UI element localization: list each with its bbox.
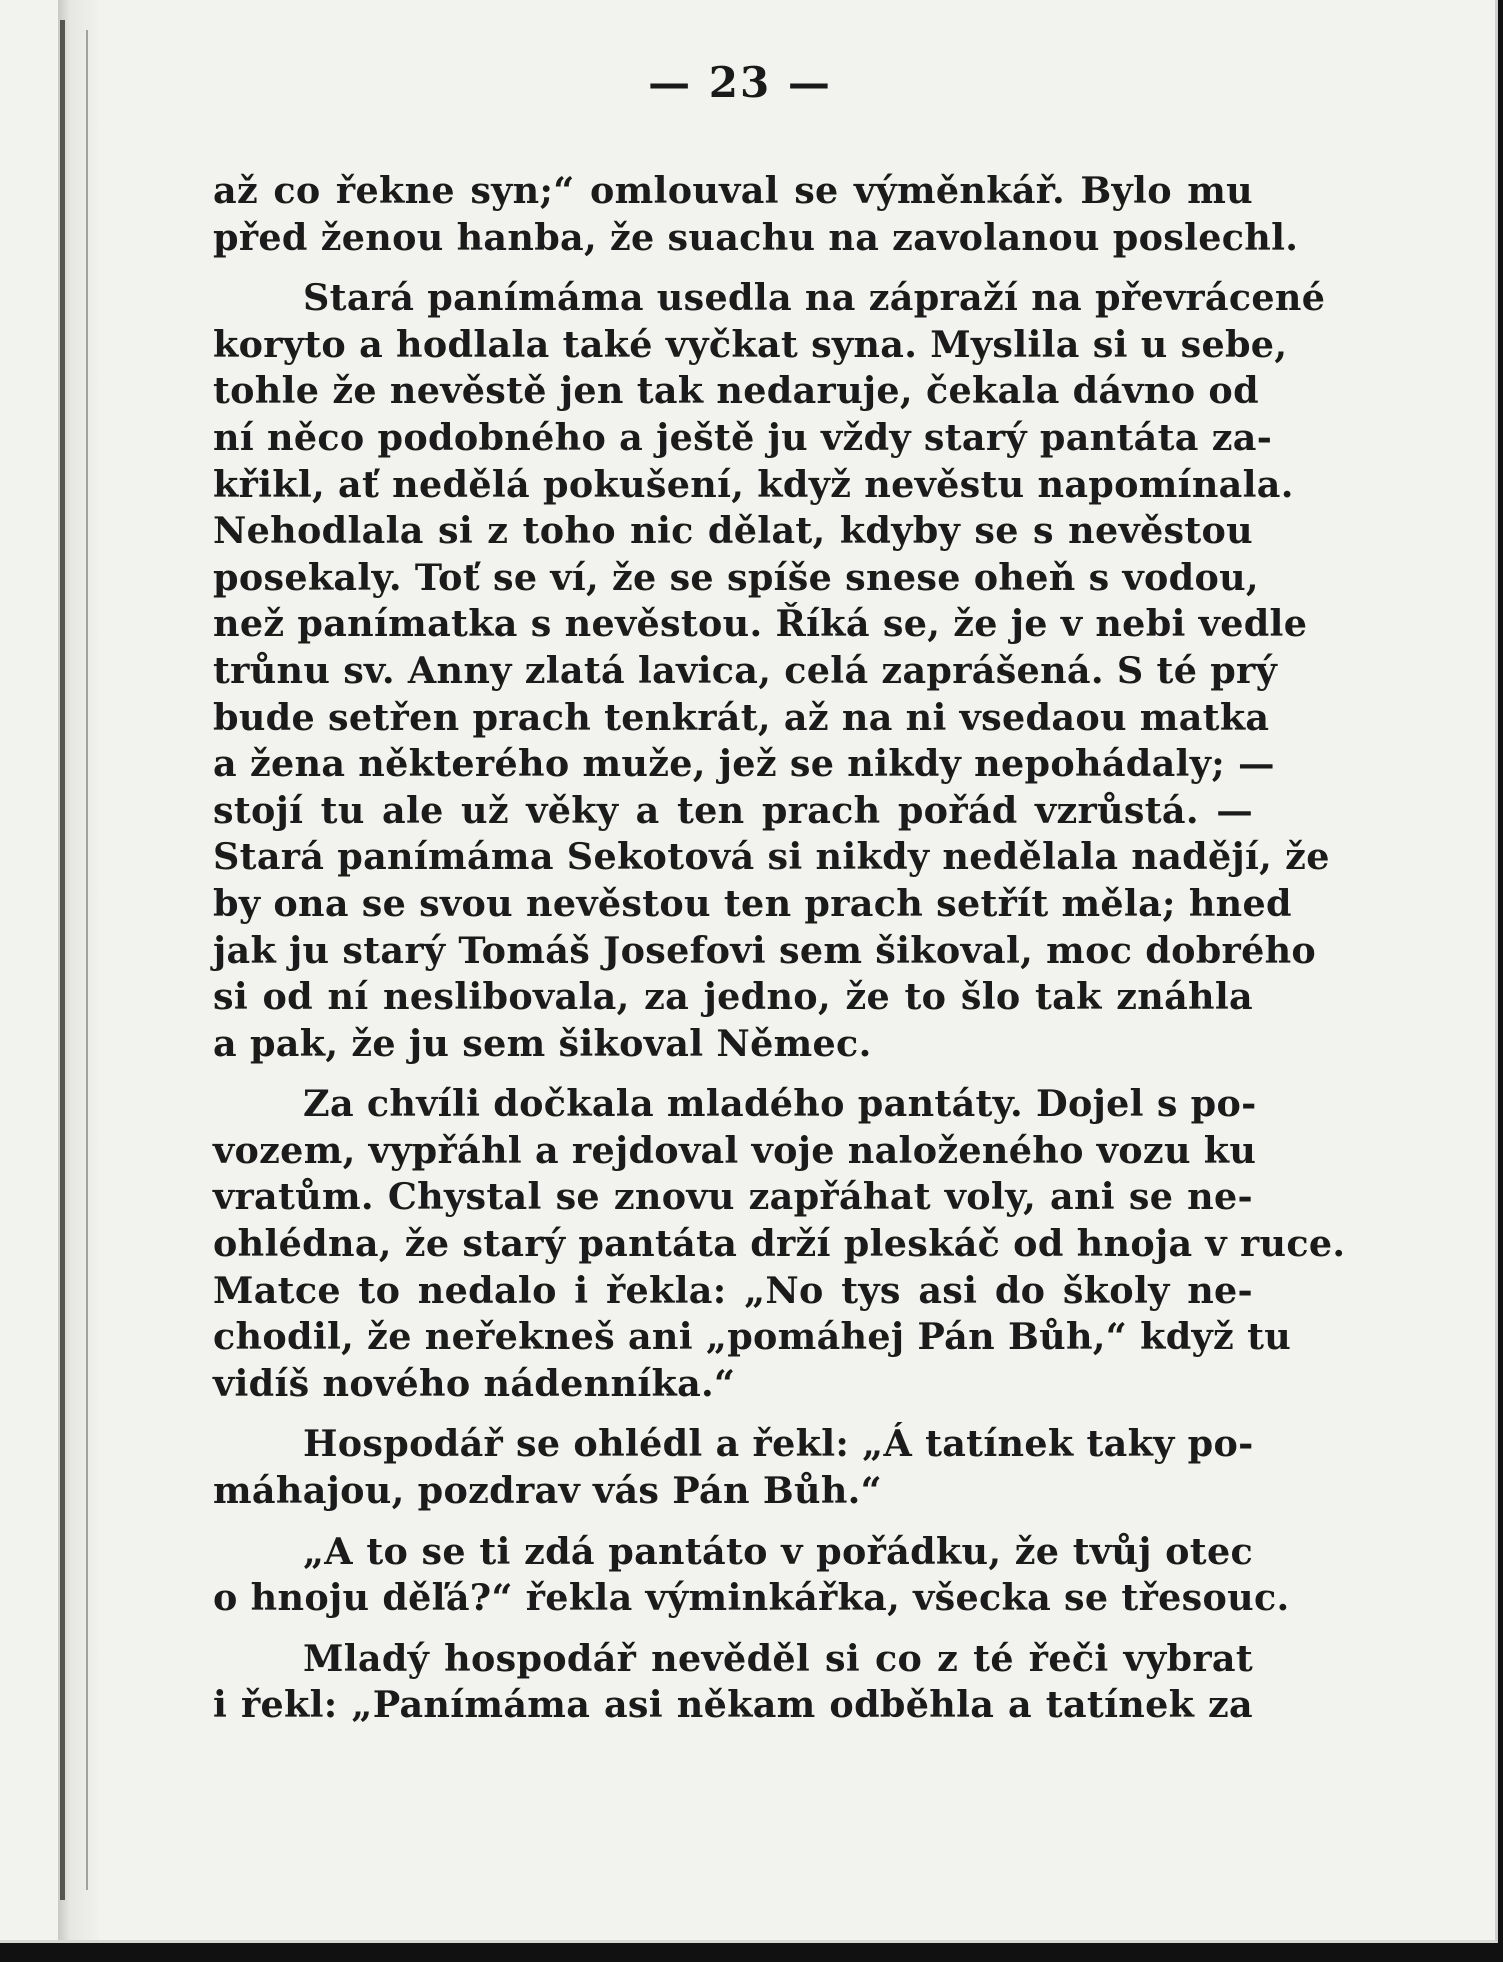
paragraph-gap — [213, 1407, 1253, 1421]
text-line: a žena některého muže, jež se nikdy nepohádaly; — — [213, 742, 1275, 786]
text-line: „A to se ti zdá pantáto v pořádku, že tvůj otec — [303, 1529, 1253, 1573]
text-line: až co řekne syn;“ omlouval se výměnkář. Bylo mu — [213, 169, 1253, 212]
text-line: chodil, že neřekneš ani „pomáhej Pán Bůh,“ když tu — [213, 1315, 1292, 1359]
text-line: bude setřen prach tenkrát, až na ni vsedaou matka — [213, 695, 1270, 739]
text-line: si od ní neslibovala, za jedno, že to šlo tak znáhla — [213, 975, 1253, 1019]
text-line: Stará panímáma usedla na zápraží na převrácené — [303, 276, 1326, 320]
page-body-text — [213, 168, 1346, 1729]
text-line: křikl, ať nedělá pokušení, když nevěstu napomínala. — [213, 462, 1294, 506]
text-line: o hnoju děľá?“ řekla výminkářka, všecka se třesouc. — [213, 1576, 1290, 1620]
text-line: Hospodář se ohlédl a řekl: „Á tatínek taky po- — [303, 1422, 1254, 1466]
text-line: vozem, vypřáhl a rejdoval voje naloženého vozu ku — [213, 1128, 1257, 1172]
text-line: by ona se svou nevěstou ten prach setřít měla; hned — [213, 881, 1292, 925]
text-line: Za chvíli dočkala mladého pantáty. Dojel s po- — [303, 1082, 1257, 1126]
text-line: jak ju starý Tomáš Josefovi sem šikoval, moc dobrého — [213, 928, 1317, 972]
page-number: — 23 — — [648, 58, 832, 107]
text-line: Stará panímáma Sekotová si nikdy nedělala nadějí, že — [213, 835, 1330, 879]
text-line: i řekl: „Panímáma asi někam odběhla a tatínek za — [213, 1683, 1253, 1727]
text-line: trůnu sv. Anny zlatá lavica, celá zaprášená. S té prý — [213, 648, 1278, 692]
text-line: máhajou, pozdrav vás Pán Bůh.“ — [213, 1469, 882, 1513]
text-line: Matce to nedalo i řekla: „No tys asi do školy ne- — [213, 1268, 1253, 1312]
paragraph-gap — [213, 1067, 1253, 1081]
text-line: vratům. Chystal se znovu zapřáhat voly, ani se ne- — [213, 1175, 1253, 1219]
text-line: než panímatka s nevěstou. Říká se, že je v nebi vedle — [213, 602, 1308, 646]
text-line: před ženou hanba, že suachu na zavolanou poslechl. — [213, 215, 1299, 259]
binding-edge — [60, 20, 65, 1900]
text-line: ní něco podobného a ještě ju vždy starý pantáta za- — [213, 415, 1273, 459]
text-line: stojí tu ale už věky a ten prach pořád vzrůstá. — — [213, 788, 1253, 832]
text-line: posekaly. Toť se ví, že se spíše snese oheň s vodou, — [213, 555, 1259, 599]
text-line: koryto a hodlala také vyčkat syna. Myslila si u sebe, — [213, 322, 1288, 366]
text-line: ohlédna, že starý pantáta drží pleskáč od hnoja v ruce. — [213, 1222, 1346, 1266]
text-line: tohle že nevěstě jen tak nedaruje, čekala dávno od — [213, 369, 1259, 413]
text-line: vidíš nového nádenníka.“ — [213, 1361, 736, 1405]
binding-fold — [86, 30, 88, 1890]
text-line: Nehodlala si z toho nic dělat, kdyby se s nevěstou — [213, 509, 1253, 553]
text-line: a pak, že ju sem šikoval Němec. — [213, 1021, 872, 1065]
paragraph-gap — [213, 1622, 1253, 1636]
paragraph-gap — [213, 261, 1253, 275]
paragraph-gap — [213, 1515, 1253, 1529]
text-line: Mladý hospodář nevěděl si co z té řeči vybrat — [303, 1636, 1253, 1680]
